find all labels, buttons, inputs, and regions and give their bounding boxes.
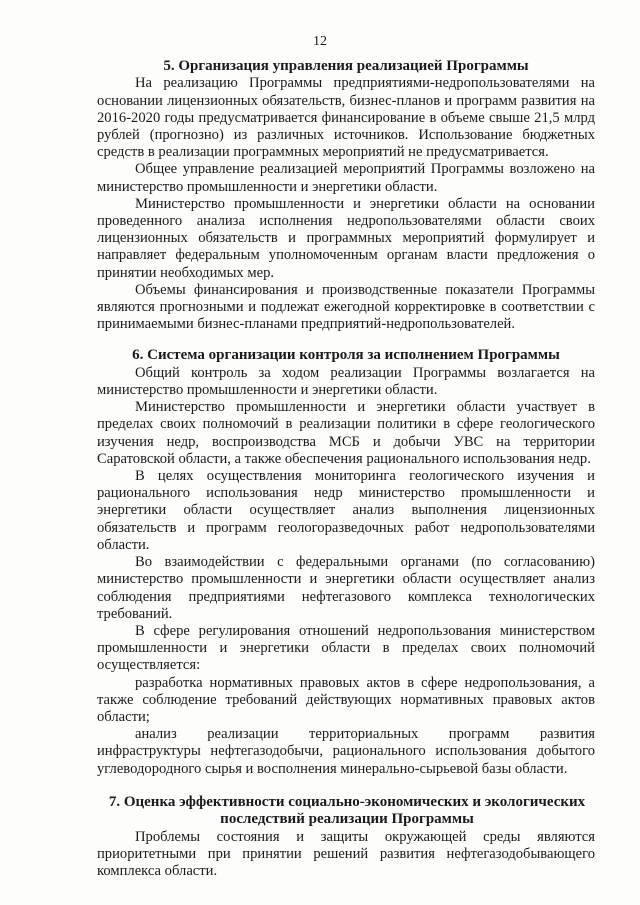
- section-6-heading: 6. Система организации контроля за исполнением Программы: [132, 347, 560, 364]
- section-7: [97, 794, 595, 880]
- section-5-paragraph-4: Объемы финансирования и производственные показатели Программы являются прогнозными и подлежат ежегодной корректировке в соответствии с принимаемыми бизнес-планами предприятий-недропользователей.: [97, 281, 595, 333]
- section-5-paragraph-1: На реализацию Программы предприятиями-недропользователями на основании лицензионных обязательств, бизнес-планов и программ развития на 2016-2020 годы предусматривается финансирование в объеме свыше 21,5 млрд рублей (прогнозно) из различных источников. Использование бюджетных средств в реализации программных мероприятий не предусматривается.: [97, 75, 595, 161]
- section-5: [97, 58, 595, 333]
- section-5-paragraph-3: Министерство промышленности и энергетики области на основании проведенного анализа исполнения недропользователями области своих лицензионных обязательств и программных мероприятий формулирует и направляет федеральным уполномоченным органам власти предложения о принятии необходимых мер.: [97, 195, 595, 281]
- page-number: 12: [313, 34, 327, 49]
- section-6-paragraph-1: Общий контроль за ходом реализации Программы возлагается на министерство промышленности и энергетики области.: [97, 364, 595, 399]
- section-6-paragraph-2: Министерство промышленности и энергетики области участвует в пределах своих полномочий в реализации политики в сфере геологического изучения недр, воспроизводства МСБ и добычи УВС на территории Саратовской области, а также обеспечения рационального использования недр.: [97, 399, 595, 467]
- section-6: [97, 347, 595, 777]
- section-6-list-item-2: анализ реализации территориальных программ развития инфраструктуры нефтегазодобычи, рационального использования добытого углеводородного сырья и восполнения минерально-сырьевой базы области.: [97, 726, 595, 777]
- document-body: [97, 54, 595, 880]
- section-6-paragraph-5: В сфере регулирования отношений недропользования министерством промышленности и энергетики области в пределах своих полномочий осуществляется:: [97, 622, 595, 674]
- section-7-heading: 7. Оценка эффективности социально-экономических и экологических последствий реализации Программы: [108, 793, 586, 828]
- section-6-paragraph-3: В целях осуществления мониторинга геологического изучения и рационального использования недр министерство промышленности и энергетики области осуществляет анализ выполнения лицензионных обязательств и программ геологоразведочных работ недропользователями области.: [97, 468, 595, 553]
- section-5-heading: 5. Организация управления реализацией Программы: [163, 58, 529, 74]
- section-5-paragraph-2: Общее управление реализацией мероприятий Программы возложено на министерство промышленности и энергетики области.: [97, 161, 595, 195]
- section-6-paragraph-4: Во взаимодействии с федеральными органами (по согласованию) министерство промышленности и энергетики области осуществляет анализ соблюдения предприятиями нефтегазового комплекса технологических требований.: [97, 554, 595, 622]
- section-6-list-item-1: разработка нормативных правовых актов в сфере недропользования, а также соблюдение требований действующих нормативных правовых актов области;: [97, 674, 595, 725]
- section-7-paragraph-1: Проблемы состояния и защиты окружающей среды являются приоритетными при принятии решений развития нефтегазодобывающего комплекса области.: [97, 828, 595, 879]
